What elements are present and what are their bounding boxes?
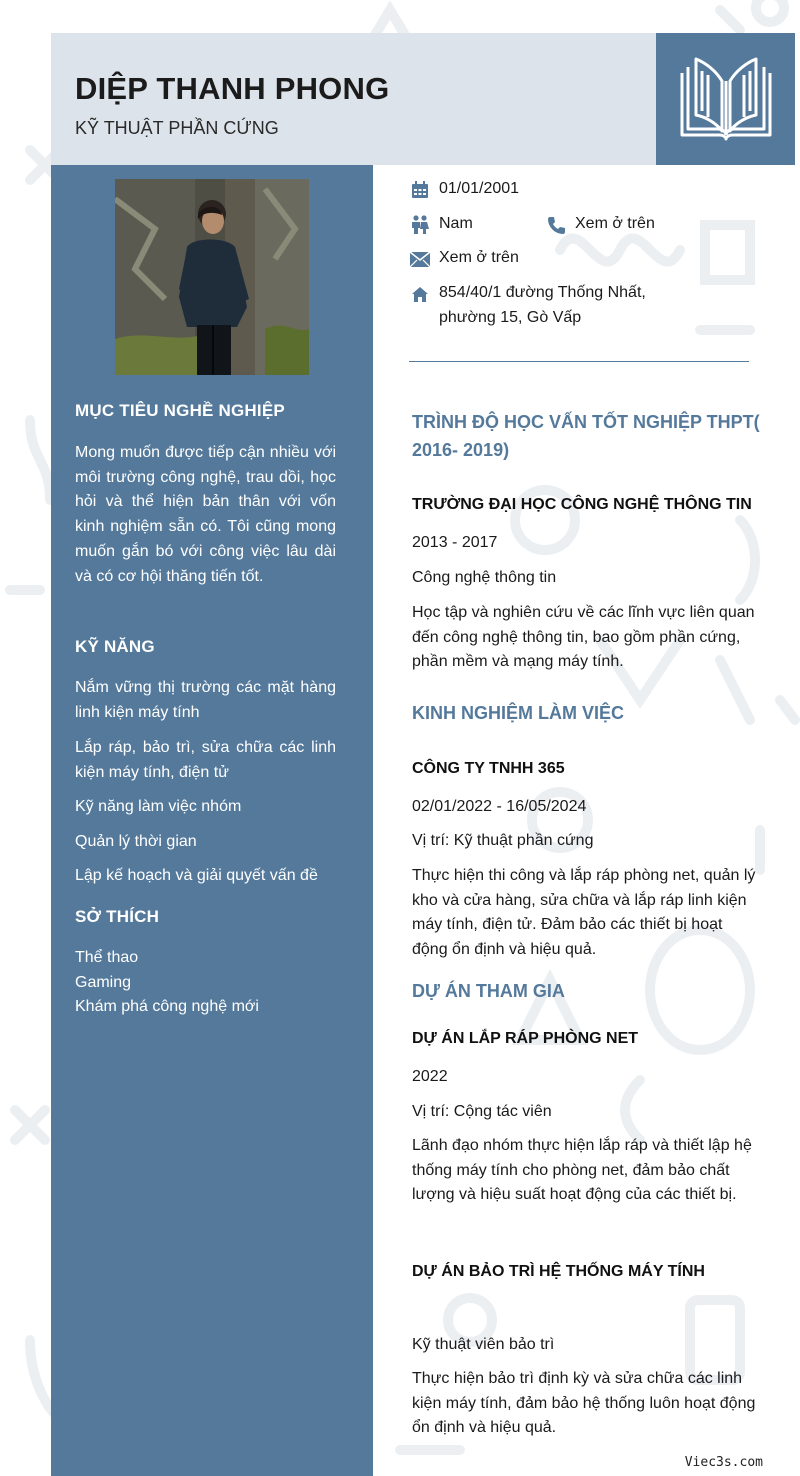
education-period: 2013 - 2017: [412, 534, 498, 551]
experience-company: CÔNG TY TNHH 365: [412, 760, 565, 777]
projects-title: DỰ ÁN THAM GIA: [412, 981, 565, 1001]
email-value: Xem ở trên: [439, 249, 519, 266]
skill-item: Kỹ năng làm việc nhóm: [75, 798, 242, 815]
project-role: Kỹ thuật viên bảo trì: [412, 1336, 555, 1353]
education-school: TRƯỜNG ĐẠI HỌC CÔNG NGHỆ THÔNG TIN: [412, 496, 752, 513]
experience-position: Vị trí: Kỹ thuật phần cứng: [412, 832, 594, 849]
skill-item: Lắp ráp, bảo trì, sửa chữa các linh kiện máy tính, điện tử: [75, 739, 336, 781]
avatar: [115, 179, 309, 375]
envelope-icon: [409, 249, 431, 269]
hobbies-title: SỞ THÍCH: [75, 907, 160, 926]
hobby-item: Khám phá công nghệ mới: [75, 998, 259, 1015]
candidate-name: DIỆP THANH PHONG: [75, 71, 390, 106]
hobby-item: Gaming: [75, 973, 132, 991]
phone-value: Xem ở trên: [575, 215, 655, 232]
birthday-value: 01/01/2001: [439, 180, 520, 197]
hobby-item: Thể thao: [75, 949, 139, 966]
education-title: TRÌNH ĐỘ HỌC VẤN TỐT NGHIỆP THPT( 2016- 2019): [412, 412, 760, 460]
contact-address: [409, 284, 646, 330]
experience-description: Thực hiện thi công và lắp ráp phòng net, quản lý kho và cửa hàng, sửa chữa và lắp ráp linh kiện máy tính, điện tử. Đảm bảo các thiết bị hoạt động ổn định và hiệu quả.: [412, 867, 756, 959]
gender-value: Nam: [439, 215, 473, 232]
cv-header: [51, 33, 656, 165]
people-icon: [409, 215, 431, 235]
project-description: Thực hiện bảo trì định kỳ và sửa chữa các linh kiện máy tính, đảm bảo hệ thống luôn hoạt động ổn định và hiệu quả.: [412, 1370, 756, 1437]
home-icon: [409, 284, 431, 304]
address-line-2: phường 15, Gò Vấp: [439, 308, 582, 326]
skills-title: KỸ NĂNG: [75, 637, 155, 656]
skill-item: Nắm vững thị trường các mặt hàng linh kiện máy tính: [75, 679, 336, 721]
contact-phone: [545, 215, 655, 235]
objective-title: MỤC TIÊU NGHỀ NGHIỆP: [75, 401, 285, 420]
calendar-icon: [409, 180, 431, 200]
objective-text: Mong muốn được tiếp cận nhiều với môi trường công nghệ, trau dồi, học hỏi và thể hiện bản thân với vốn kinh nghiệm sẵn có. Tôi cũng mong muốn gắn bó với công việc lâu dài và có cơ hội thăng tiến tốt.: [75, 444, 336, 585]
education-description: Học tập và nghiên cứu về các lĩnh vực liên quan đến công nghệ thông tin, bao gồm phần cứng, phần mềm và mạng máy tính.: [412, 604, 755, 671]
contact-email: [409, 249, 519, 269]
logo-box: [656, 33, 795, 165]
project-role: Vị trí: Cộng tác viên: [412, 1103, 552, 1120]
education-major: Công nghệ thông tin: [412, 569, 557, 586]
skill-item: Lập kế hoạch và giải quyết vấn đề: [75, 867, 318, 884]
project-name: DỰ ÁN LẮP RÁP PHÒNG NET: [412, 1030, 639, 1047]
job-title: KỸ THUẬT PHẦN CỨNG: [75, 118, 279, 138]
phone-icon: [545, 215, 567, 235]
contact-divider: [409, 361, 749, 362]
project-year: 2022: [412, 1068, 448, 1085]
open-book-icon: [678, 53, 774, 145]
watermark: Viec3s.com: [684, 1455, 763, 1470]
experience-title: KINH NGHIỆM LÀM VIỆC: [412, 703, 625, 723]
project-name: DỰ ÁN BẢO TRÌ HỆ THỐNG MÁY TÍNH: [412, 1263, 705, 1280]
contact-birthday: [409, 180, 519, 200]
address-line-1: 854/40/1 đường Thống Nhất,: [439, 284, 646, 301]
contact-gender: [409, 215, 473, 235]
sidebar: [51, 165, 373, 1476]
experience-period: 02/01/2022 - 16/05/2024: [412, 798, 587, 815]
skill-item: Quản lý thời gian: [75, 833, 197, 850]
project-description: Lãnh đạo nhóm thực hiện lắp ráp và thiết lập hệ thống máy tính cho phòng net, đảm bảo chất lượng và hiệu suất hoạt động của các thiết bị.: [412, 1137, 752, 1204]
